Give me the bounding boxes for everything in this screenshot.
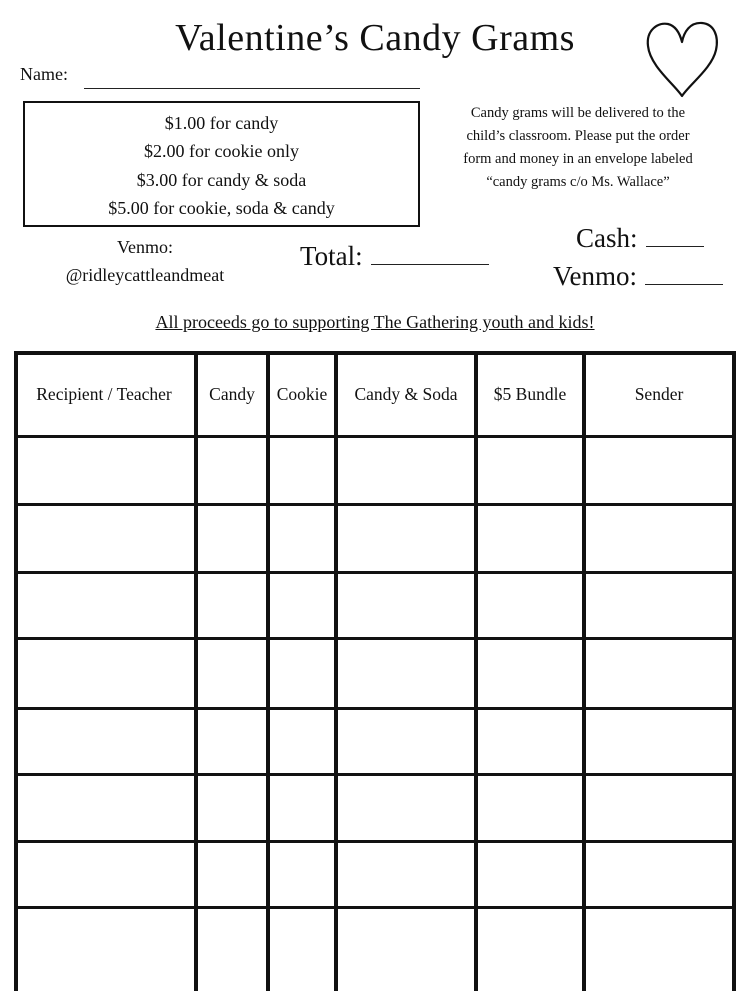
header-divider <box>14 435 736 438</box>
order-row[interactable] <box>14 777 736 839</box>
order-row[interactable] <box>14 844 736 905</box>
order-row[interactable] <box>14 641 736 706</box>
order-row[interactable] <box>14 575 736 636</box>
venmo-payment-field <box>553 258 723 294</box>
proceeds-note: All proceeds go to supporting The Gathering youth and kids! <box>155 312 595 332</box>
price-bundle: $5.00 for cookie, soda & candy <box>108 198 335 218</box>
order-row[interactable] <box>14 507 736 570</box>
venmo-payment-label: Venmo: <box>553 261 637 291</box>
row-divider <box>14 906 736 909</box>
total-blank[interactable] <box>371 264 489 265</box>
delivery-notice <box>428 102 728 194</box>
venmo-info <box>40 233 250 289</box>
notice-line: form and money in an envelope labeled <box>463 151 693 167</box>
notice-line: child’s classroom. Please put the order <box>466 128 690 144</box>
row-divider <box>14 840 736 843</box>
order-table <box>14 351 736 991</box>
order-row[interactable] <box>14 439 736 502</box>
row-divider <box>14 503 736 506</box>
row-divider <box>14 773 736 776</box>
notice-line: Candy grams will be delivered to the <box>470 105 686 121</box>
row-divider <box>14 637 736 640</box>
notice-line: “candy grams c/o Ms. Wallace” <box>486 174 670 190</box>
price-candy: $1.00 for candy <box>164 113 279 133</box>
heart-icon <box>644 18 720 100</box>
name-field[interactable] <box>84 88 420 89</box>
column-header-bundle: $5 Bundle <box>493 383 567 404</box>
order-row[interactable] <box>14 711 736 772</box>
price-list <box>23 101 420 227</box>
price-cookie: $2.00 for cookie only <box>144 141 299 161</box>
row-divider <box>14 571 736 574</box>
page-title: Valentine’s Candy Grams <box>175 17 575 59</box>
venmo-payment-blank[interactable] <box>645 284 723 285</box>
column-header-cookie: Cookie <box>276 383 328 404</box>
cash-label: Cash: <box>576 223 638 253</box>
cash-blank[interactable] <box>646 246 704 247</box>
column-header-sender: Sender <box>634 383 684 404</box>
column-header-candy: Candy <box>209 383 255 404</box>
column-header-recipient: Recipient / Teacher <box>36 383 172 404</box>
total-field <box>300 238 489 274</box>
venmo-handle: @ridleycattleandmeat <box>65 265 225 285</box>
name-label: Name: <box>20 64 68 84</box>
price-candy-soda: $3.00 for candy & soda <box>136 170 307 190</box>
row-divider <box>14 707 736 710</box>
total-label: Total: <box>300 241 363 271</box>
column-header-candy-soda: Candy & Soda <box>354 383 458 404</box>
order-row[interactable] <box>14 910 736 971</box>
venmo-label: Venmo: <box>117 237 173 257</box>
cash-field <box>576 220 704 256</box>
